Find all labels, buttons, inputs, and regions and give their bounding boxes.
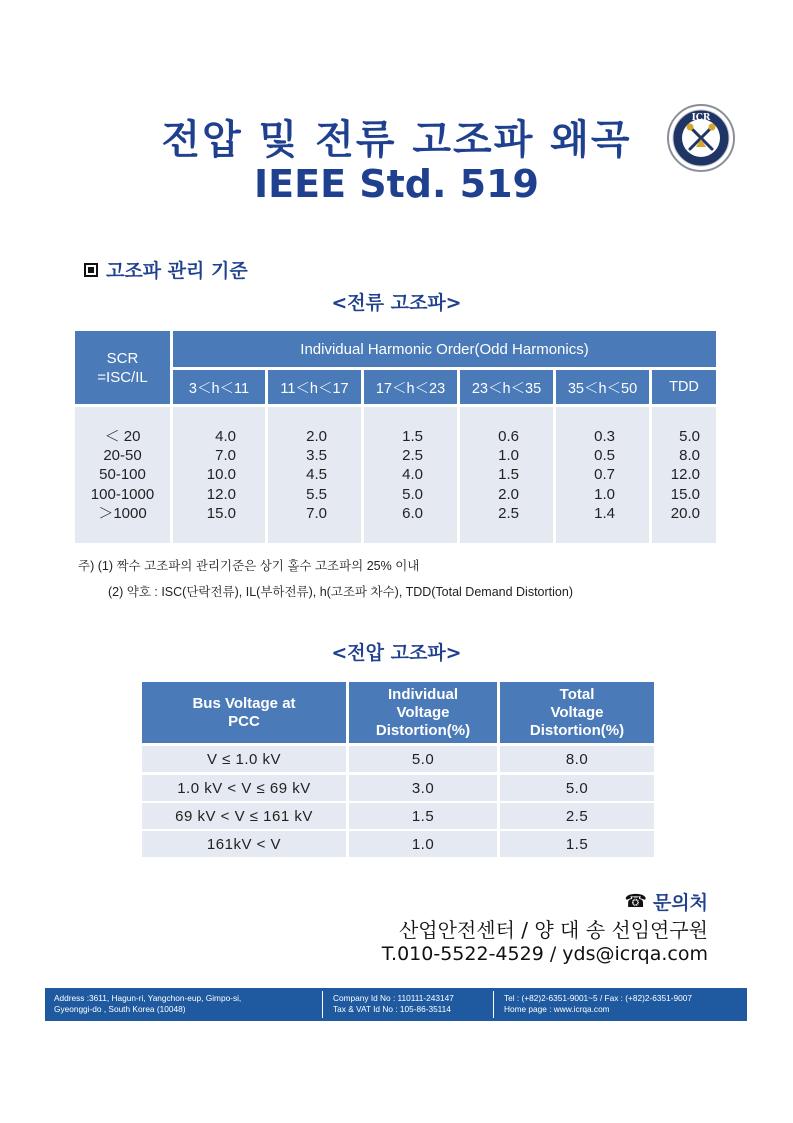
footer-divider bbox=[322, 991, 323, 1018]
column-header: Total Voltage Distortion(%) bbox=[500, 682, 654, 743]
footer-address bbox=[54, 988, 322, 1021]
column-header: TDD bbox=[652, 370, 716, 404]
column-header: 17＜h＜23 bbox=[364, 370, 457, 404]
contact-name: 산업안전센터 / 양 대 송 선임연구원 bbox=[398, 918, 708, 942]
table-cell: 1.0 kV < V ≤ 69 kV bbox=[142, 775, 346, 801]
column-values: 4.0 7.0 10.0 12.0 15.0 bbox=[206, 428, 236, 522]
footer-company-line: Tax & VAT Id No : 105-86-35114 bbox=[333, 1004, 451, 1014]
current-harmonics-caption: <전류 고조파> bbox=[331, 292, 462, 314]
footer-company bbox=[333, 988, 493, 1021]
page-title: 전압 및 전류 고조파 왜곡 bbox=[161, 117, 632, 163]
table-cell bbox=[268, 407, 361, 543]
table-cell: 161kV < V bbox=[142, 831, 346, 857]
harmonic-order-header: Individual Harmonic Order(Odd Harmonics) bbox=[173, 331, 716, 367]
footer-address-line: Address :3611, Hagun-ri, Yangchon-eup, Gimpo-si, bbox=[54, 993, 242, 1003]
voltage-harmonics-caption: <전압 고조파> bbox=[331, 642, 462, 664]
page-subtitle: IEEE Std. 519 bbox=[254, 162, 539, 206]
table-cell bbox=[460, 407, 553, 543]
table-cell: 8.0 bbox=[500, 746, 654, 772]
column-values: 2.0 3.5 4.5 5.5 7.0 bbox=[306, 428, 327, 522]
section-heading bbox=[84, 256, 248, 283]
column-values: 0.3 0.5 0.7 1.0 1.4 bbox=[594, 428, 615, 522]
table-cell: 1.0 bbox=[349, 831, 497, 857]
column-header: 11＜h＜17 bbox=[268, 370, 361, 404]
footer-tel-line: Tel : (+82)2-6351-9001~5 / Fax : (+82)2-6351-9007 bbox=[504, 993, 692, 1003]
footer-company-line: Company Id No : 110111-243147 bbox=[333, 993, 454, 1003]
column-header: Bus Voltage at PCC bbox=[142, 682, 346, 743]
table-cell: V ≤ 1.0 kV bbox=[142, 746, 346, 772]
column-header: 3＜h＜11 bbox=[173, 370, 265, 404]
note-1: 주) (1) 짝수 고조파의 관리기준은 상기 홀수 고조파의 25% 이내 bbox=[78, 559, 420, 573]
logo-text: ICR bbox=[691, 113, 711, 123]
table-cell: 3.0 bbox=[349, 775, 497, 801]
table-cell bbox=[173, 407, 265, 543]
column-values: 0.6 1.0 1.5 2.0 2.5 bbox=[498, 428, 519, 522]
table-cell: 5.0 bbox=[500, 775, 654, 801]
table-cell: 69 kV < V ≤ 161 kV bbox=[142, 803, 346, 829]
table-cell: 5.0 bbox=[349, 746, 497, 772]
contact-phone-email: T.010-5522-4529 / yds@icrqa.com bbox=[381, 943, 708, 965]
footer-tel bbox=[504, 988, 744, 1021]
table-cell bbox=[364, 407, 457, 543]
footer-homepage-line[interactable]: Home page : www.icrqa.com bbox=[504, 1004, 610, 1014]
footer-divider bbox=[493, 991, 494, 1018]
phone-icon: ☎ bbox=[624, 891, 647, 912]
scr-header: SCR =ISC/IL bbox=[75, 331, 170, 404]
footer-bar bbox=[45, 988, 747, 1021]
square-bullet-icon bbox=[84, 263, 98, 277]
column-values: 1.5 2.5 4.0 5.0 6.0 bbox=[402, 428, 423, 522]
column-header: Individual Voltage Distortion(%) bbox=[349, 682, 497, 743]
table-cell bbox=[652, 407, 716, 543]
column-values: 5.0 8.0 12.0 15.0 20.0 bbox=[670, 428, 700, 522]
table-cell bbox=[556, 407, 649, 543]
note-2: (2) 약호 : ISC(단락전류), IL(부하전류), h(고조파 차수), TDD(Total Demand Distortion) bbox=[108, 585, 573, 599]
scr-values: ＜ 20 20-50 50-100 100-1000 ＞1000 bbox=[90, 428, 155, 522]
icr-logo bbox=[666, 103, 736, 173]
table-cell: 2.5 bbox=[500, 803, 654, 829]
section-heading-label: 고조파 관리 기준 bbox=[106, 260, 248, 282]
table-cell bbox=[75, 407, 170, 543]
column-header: 35＜h＜50 bbox=[556, 370, 649, 404]
contact-label: 문의처 bbox=[652, 892, 708, 914]
contact-heading bbox=[625, 888, 708, 915]
footer-address-line: Gyeonggi-do , South Korea (10048) bbox=[54, 1004, 186, 1014]
table-cell: 1.5 bbox=[349, 803, 497, 829]
table-cell: 1.5 bbox=[500, 831, 654, 857]
column-header: 23＜h＜35 bbox=[460, 370, 553, 404]
